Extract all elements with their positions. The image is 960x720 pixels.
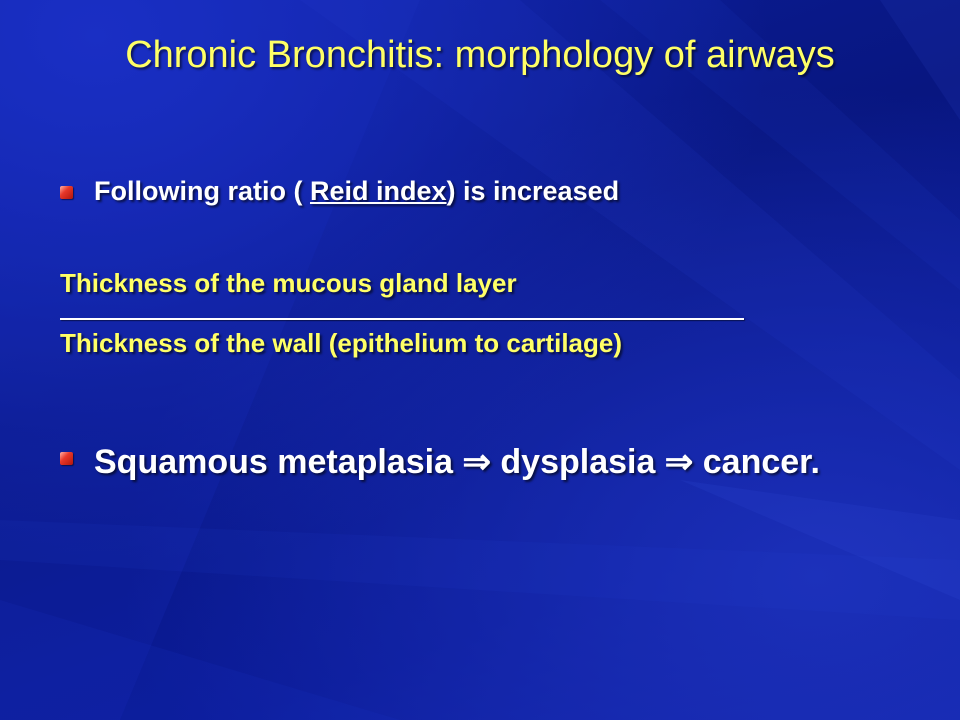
bullet-text-suffix: ) is increased	[446, 176, 620, 206]
bullet-icon	[60, 452, 73, 465]
reid-index-term: Reid index	[309, 176, 447, 206]
bullet-text-prefix: Following ratio (	[94, 176, 310, 206]
slide-title: Chronic Bronchitis: morphology of airways	[125, 34, 835, 76]
bullet-item-reid-index	[94, 176, 619, 207]
bullet-icon	[60, 186, 73, 199]
ratio-numerator: Thickness of the mucous gland layer	[60, 268, 517, 298]
ratio-denominator: Thickness of the wall (epithelium to cartilage)	[60, 328, 622, 358]
bullet-item-metaplasia: Squamous metaplasia ⇒ dysplasia ⇒ cancer.	[94, 443, 820, 481]
fraction-divider	[60, 318, 744, 320]
